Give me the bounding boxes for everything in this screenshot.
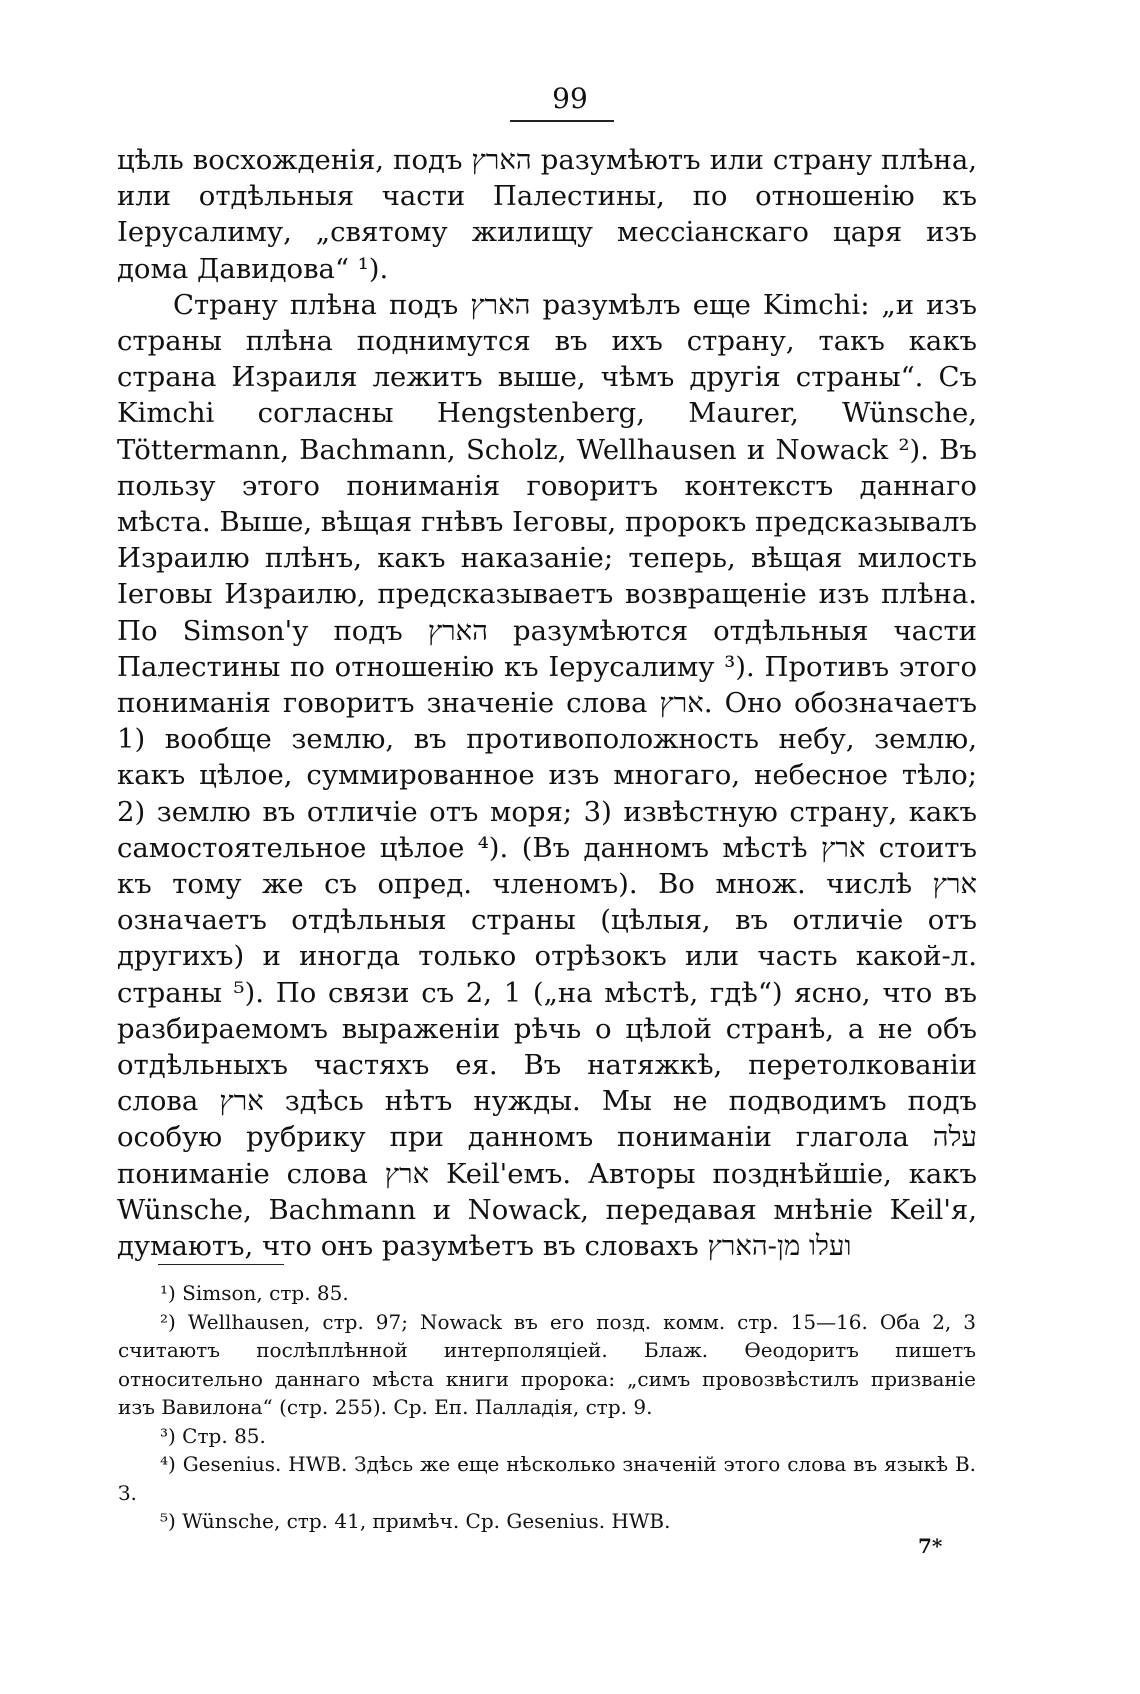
footnote-separator — [158, 1264, 284, 1265]
footnotes — [118, 1279, 976, 1536]
paragraph-2: Страну плѣна подъ הארץ разумѣлъ еще Kimchi: „и изъ страны плѣна поднимутся въ ихъ страну, такъ какъ страна Израиля лежитъ выше, чѣмъ другія страны“. Съ Kimchi согласны Hengstenberg, Maurer, Wünsche, Töttermann, Bachmann, Scholz, Wellhausen и Nowack ²). Въ пользу этого пониманія говоритъ контекстъ даннаго мѣста. Выше, вѣщая гнѣвъ Іеговы, пророкъ предсказывалъ Израилю плѣнъ, какъ наказаніе; теперь, вѣщая милость Іеговы Израилю, предсказываетъ возвращеніе изъ плѣна. По Simson'у подъ הארץ разумѣются отдѣльныя части Палестины по отношенію къ Іерусалиму ³). Противъ этого пониманія говоритъ значеніе слова ארץ. Оно обозначаетъ 1) вообще землю, въ противоположность небу, землю, какъ цѣлое, суммированное изъ многаго, небесное тѣло; 2) землю въ отличіе отъ моря; 3) извѣстную страну, какъ самостоятельное цѣлое ⁴). (Въ данномъ мѣстѣ ארץ стоитъ къ тому же съ опред. членомъ). Во множ. числѣ ארץ означаетъ отдѣльныя страны (цѣлыя, въ отличіе отъ другихъ) и иногда только отрѣзокъ или часть какой-л. страны ⁵). По связи съ 2, 1 („на мѣстѣ, гдѣ“) ясно, что въ разбираемомъ выраженіи рѣчь о цѣлой странѣ, а не объ отдѣльныхъ частяхъ ея. Въ натяжкѣ, перетолкованіи слова ארץ здѣсь нѣтъ нужды. Мы не подводимъ подъ особую рубрику при данномъ пониманіи глагола עלה пониманіе слова ארץ Keil'емъ. Авторы позднѣйшіе, какъ Wünsche, Bachmann и Nowack, передавая мнѣніе Keil'я, думаютъ, что онъ разумѣетъ въ словахъ ועלו מן-הארץ — [117, 288, 978, 1263]
footnote-1: ¹) Simson, стр. 85. — [160, 1281, 349, 1305]
footnote-2: ²) Wellhausen, стр. 97; Nowack въ его позд. комм. стр. 15—16. Оба 2, 3 считаютъ послѣплѣнной интерполяціей. Блаж. Ѳеодоритъ пишетъ относительно даннаго мѣста книги пророка: „симъ провозвѣстилъ призваніе изъ Вавилона“ (стр. 255). Ср. Еп. Палладія, стр. 9. — [118, 1309, 976, 1419]
main-text — [117, 142, 977, 1264]
footnote-5: ⁵) Wünsche, стр. 41, примѣч. Ср. Gesenius. HWB. — [160, 1509, 671, 1533]
printer-signature-mark: 7* — [918, 1534, 943, 1558]
paragraph-1: цѣль восхожденія, подъ הארץ разумѣютъ или страну плѣна, или отдѣльныя части Палестины, по отношенію къ Іерусалиму, „святому жилищу мессіанскаго царя изъ дома Давидова“ ¹). — [117, 144, 977, 285]
footnote-3: ³) Стр. 85. — [160, 1423, 266, 1448]
page-number: 99 — [552, 82, 588, 115]
page-number-rule — [510, 120, 614, 122]
footnote-4: ⁴) Gesenius. HWB. Здѣсь же еще нѣсколько значеній этого слова въ языкѣ В. З. — [118, 1452, 976, 1505]
